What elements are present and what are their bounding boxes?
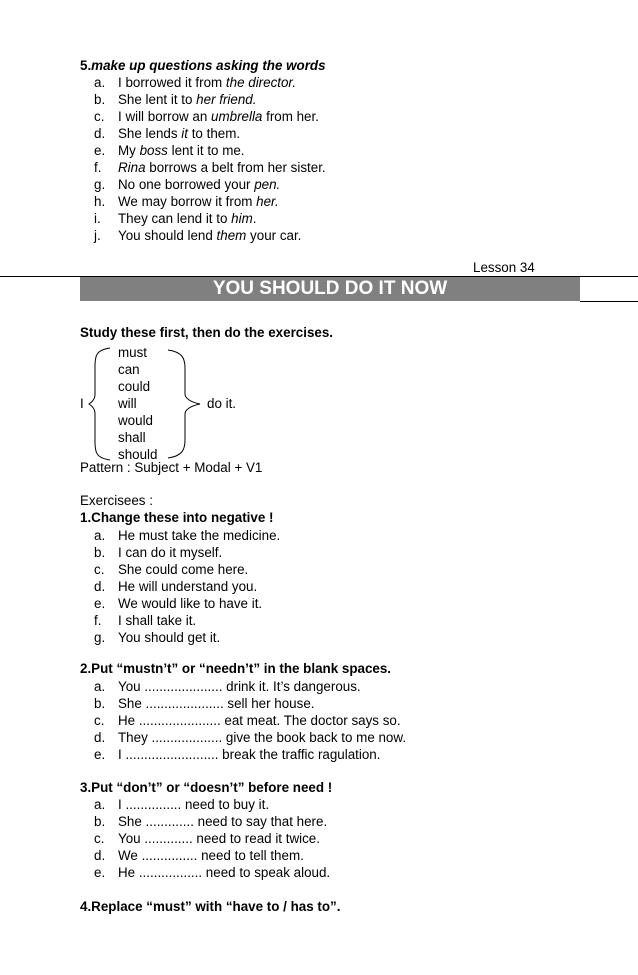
item-text: We ............... need to tell them.	[118, 848, 304, 863]
item-text: They can lend it to	[118, 211, 232, 226]
item-text-after: your car.	[246, 228, 302, 243]
item-letter: b.	[94, 545, 106, 560]
item-letter: b.	[94, 696, 106, 711]
list-item	[94, 713, 401, 729]
item-text: She could come here.	[118, 562, 249, 577]
section5-title: make up questions asking the words	[91, 58, 326, 73]
item-text: My	[118, 143, 140, 158]
list-item	[94, 679, 361, 695]
item-text: She ..................... sell her house.	[118, 696, 315, 711]
item-letter: i.	[94, 211, 101, 226]
item-text: She lent it to	[118, 92, 197, 107]
item-emphasis: them	[216, 228, 247, 243]
item-text: You should lend	[118, 228, 217, 243]
item-emphasis: Rina	[118, 160, 146, 175]
study-pattern: Pattern : Subject + Modal + V1	[80, 460, 263, 475]
item-text: You should get it.	[118, 630, 221, 645]
ex2-number: 2.	[80, 661, 92, 676]
item-letter: b.	[94, 814, 106, 829]
item-text: She lends	[118, 126, 182, 141]
item-emphasis: the director.	[225, 75, 297, 90]
item-letter: e.	[94, 143, 106, 158]
ex1-number: 1.	[80, 510, 92, 525]
item-text: No one borrowed your	[118, 177, 255, 192]
list-item	[94, 528, 280, 544]
item-letter: c.	[94, 713, 105, 728]
list-item	[94, 562, 248, 578]
item-text: He must take the medicine.	[118, 528, 281, 543]
item-text: I borrowed it from	[118, 75, 226, 90]
item-text: We would like to have it.	[118, 596, 263, 611]
item-emphasis: her.	[256, 194, 279, 209]
item-letter: d.	[94, 730, 106, 745]
modal-verb: could	[118, 379, 151, 394]
list-item	[94, 579, 257, 595]
item-text-after: .	[252, 211, 257, 226]
item-text-after: to them.	[187, 126, 241, 141]
item-emphasis: him	[231, 211, 253, 226]
item-text: I shall take it.	[118, 613, 197, 628]
item-letter: d.	[94, 126, 106, 141]
modal-verb: must	[118, 345, 148, 360]
item-text: I ......................... break the traffic ragulation.	[118, 747, 381, 762]
list-item	[94, 747, 380, 763]
item-emphasis: umbrella	[211, 109, 263, 124]
ex1-title: Change these into negative !	[91, 510, 274, 525]
item-letter: a.	[94, 528, 106, 543]
ex2-title: Put “mustn’t” or “needn’t” in the blank spaces.	[91, 661, 392, 676]
item-letter: d.	[94, 579, 106, 594]
modal-verb: would	[118, 413, 153, 428]
item-letter: c.	[94, 831, 105, 846]
item-text: We may borrow it from	[118, 194, 257, 209]
item-letter: a.	[94, 679, 106, 694]
ex1-heading	[80, 510, 273, 526]
list-item	[94, 596, 262, 612]
lesson-title: YOU SHOULD DO IT NOW	[212, 278, 448, 299]
item-text: He ...................... eat meat. The doctor says so.	[118, 713, 401, 728]
ex2-heading	[80, 661, 391, 677]
item-letter: a.	[94, 797, 106, 812]
modal-verb: should	[118, 447, 158, 462]
item-text: She ............. need to say that here.	[118, 814, 328, 829]
item-text-after: borrows a belt from her sister.	[145, 160, 326, 175]
item-letter: d.	[94, 848, 106, 863]
item-letter: e.	[94, 596, 106, 611]
item-letter: h.	[94, 194, 106, 209]
item-letter: f.	[94, 160, 102, 175]
modal-verb: can	[118, 362, 140, 377]
item-text: I can do it myself.	[118, 545, 223, 560]
list-item	[94, 814, 327, 830]
item-letter: c.	[94, 109, 105, 124]
ex3-title: Put “don’t” or “doesn’t” before need !	[91, 780, 333, 795]
item-letter: g.	[94, 630, 106, 645]
item-letter: g.	[94, 177, 106, 192]
item-letter: f.	[94, 613, 102, 628]
section5-number: 5.	[80, 58, 92, 73]
item-text: You ............. need to read it twice.	[118, 831, 320, 846]
item-text: You ..................... drink it. It’s dangerous.	[118, 679, 361, 694]
item-emphasis: it	[181, 126, 188, 141]
item-text-after: lent it to me.	[167, 143, 245, 158]
list-item	[94, 696, 315, 712]
ex3-heading	[80, 780, 332, 796]
modal-verb: will	[118, 396, 137, 411]
item-text-after: from her.	[262, 109, 319, 124]
ex4-heading	[80, 899, 340, 915]
item-text: He will understand you.	[118, 579, 258, 594]
ex4-title: Replace “must” with “have to / has to”.	[91, 899, 341, 914]
item-letter: e.	[94, 747, 106, 762]
list-item	[94, 865, 330, 881]
item-emphasis: pen.	[254, 177, 281, 192]
exercises-label: Exercisees :	[80, 493, 153, 508]
item-emphasis: boss	[139, 143, 168, 158]
item-letter: c.	[94, 562, 105, 577]
lesson-label: Lesson 34	[473, 260, 535, 275]
list-item	[94, 613, 196, 629]
item-letter: e.	[94, 865, 106, 880]
item-letter: b.	[94, 92, 106, 107]
item-letter: j.	[94, 228, 101, 243]
list-item	[94, 730, 406, 746]
list-item	[94, 848, 304, 864]
modal-verb: shall	[118, 430, 146, 445]
list-item	[94, 831, 320, 847]
list-item	[94, 630, 220, 646]
item-text: He ................. need to speak aloud.	[118, 865, 331, 880]
list-item	[94, 797, 269, 813]
study-subject: I	[80, 396, 84, 411]
item-letter: a.	[94, 75, 106, 90]
ex4-number: 4.	[80, 899, 92, 914]
study-verb: do it.	[207, 396, 237, 411]
item-text: They ................... give the book back to me now.	[118, 730, 407, 745]
study-heading: Study these first, then do the exercises.	[80, 325, 334, 340]
item-text: I will borrow an	[118, 109, 212, 124]
list-item	[94, 545, 222, 561]
ex3-number: 3.	[80, 780, 92, 795]
item-text: I ............... need to buy it.	[118, 797, 270, 812]
item-emphasis: her friend.	[196, 92, 257, 107]
